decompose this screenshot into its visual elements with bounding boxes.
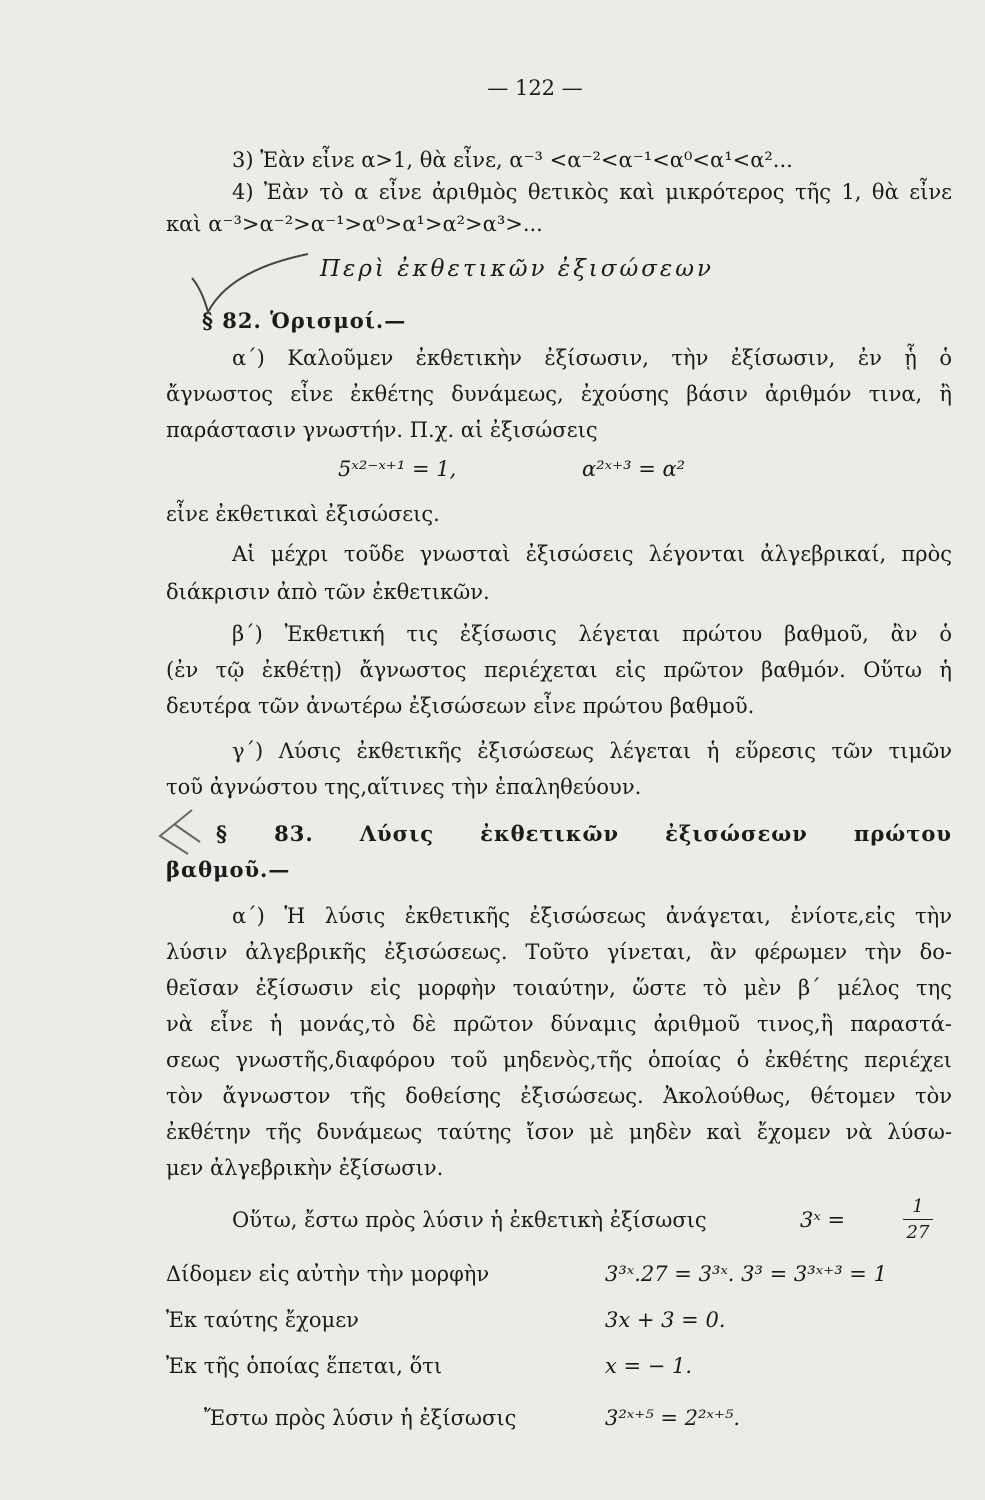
example-row-1-equation: 3ˣ = — [800, 1208, 846, 1232]
example-row-4-text: Ἐκ τῆς ὁποίας ἕπεται, ὅτι — [166, 1354, 443, 1378]
fraction-numerator: 1 — [912, 1196, 924, 1217]
s82-line-b1: β´) Ἐκθετική τις ἐξίσωσις λέγεται πρώτου βαθμοῦ, ἂν ὁ — [232, 622, 952, 646]
fraction-bar — [903, 1219, 933, 1220]
s83-line-6: τὸν ἄγνωστον τῆς δοθείσης ἐξισώσεως. Ἀκολούθως, θέτομεν τὸν — [166, 1084, 952, 1108]
s82-line-g2: τοῦ ἀγνώστου της,αἵτινες τὴν ἐπαληθεύουν. — [166, 775, 642, 799]
section-title: Περὶ ἐκθετικῶν ἐξισώσεων — [320, 256, 714, 282]
s82-line-a1: α´) Καλοῦμεν ἐκθετικὴν ἐξίσωσιν, τὴν ἐξίσωσιν, ἐν ᾗ ὁ — [232, 346, 952, 370]
example-row-2-text: Δίδομεν εἰς αὐτὴν τὴν μορφὴν — [166, 1262, 490, 1286]
s82-line-p2: διάκρισιν ἀπὸ τῶν ἐκθετικῶν. — [166, 580, 490, 604]
intro-line-1: 3) Ἐὰν εἶνε α>1, θὰ εἶνε, α⁻³ <α⁻²<α⁻¹<α⁰<α¹<α²... — [232, 148, 793, 172]
s82-line-g1: γ´) Λύσις ἐκθετικῆς ἐξισώσεως λέγεται ἡ εὕρεσις τῶν τιμῶν — [232, 739, 952, 763]
example-row-3-equation: 3x + 3 = 0. — [605, 1308, 726, 1332]
page-number: — 122 — — [487, 76, 583, 100]
s83-line-7: ἐκθέτην τῆς δυνάμεως ταύτης ἴσον μὲ μηδὲν καὶ ἔχομεν νὰ λύσω- — [166, 1120, 952, 1144]
example-row-2-equation: 3³ˣ.27 = 3³ˣ. 3³ = 3³ˣ⁺³ = 1 — [605, 1262, 887, 1286]
s82-line-a4: εἶνε ἐκθετικαὶ ἐξισώσεις. — [166, 502, 440, 526]
s83-line-1: α´) Ἡ λύσις ἐκθετικῆς ἐξισώσεως ἀνάγεται, ἐνίοτε,εἰς τὴν — [232, 904, 952, 928]
example-fraction — [896, 1196, 940, 1243]
equation-example-2: α²ˣ⁺³ = α² — [582, 457, 686, 481]
s82-line-b2: (ἐν τῷ ἐκθέτῃ) ἄγνωστος περιέχεται εἰς πρῶτον βαθμόν. Οὕτω ἡ — [166, 658, 952, 682]
s82-line-p1: Αἱ μέχρι τοῦδε γνωσταὶ ἐξισώσεις λέγονται ἀλγεβρικαί, πρὸς — [232, 542, 952, 566]
section-83-heading: § 83. Λύσις ἐκθετικῶν ἐξισώσεων πρώτου — [216, 821, 952, 846]
s83-line-8: μεν ἀλγεβρικὴν ἐξίσωσιν. — [166, 1156, 444, 1180]
equation-example-1: 5ˣ²⁻ˣ⁺¹ = 1, — [338, 457, 457, 481]
section-82-heading: § 82. Ὁρισμοί.— — [202, 308, 407, 333]
fraction-denominator: 27 — [906, 1222, 930, 1243]
example-row-1-text: Οὕτω, ἔστω πρὸς λύσιν ἡ ἐκθετικὴ ἐξίσωσις — [232, 1208, 707, 1232]
s83-line-4: νὰ εἶνε ἡ μονάς,τὸ δὲ πρῶτον δύναμις ἀριθμοῦ τινος,ἢ παραστά- — [166, 1012, 952, 1036]
s82-line-b3: δευτέρα τῶν ἀνωτέρω ἐξισώσεων εἶνε πρώτου βαθμοῦ. — [166, 694, 755, 718]
s82-line-a2: ἄγνωστος εἶνε ἐκθέτης δυνάμεως, ἐχούσης βάσιν ἀριθμόν τινα, ἢ — [166, 382, 952, 406]
s83-line-5: σεως γνωστῆς,διαφόρου τοῦ μηδενὸς,τῆς ὁποίας ὁ ἐκθέτης περιέχει — [166, 1048, 952, 1072]
s83-line-2: λύσιν ἀλγεβρικῆς ἐξισώσεως. Τοῦτο γίνεται, ἂν φέρωμεν τὴν δο- — [166, 940, 952, 964]
example-row-5-text: Ἔστω πρὸς λύσιν ἡ ἐξίσωσις — [204, 1406, 517, 1430]
example-row-3-text: Ἐκ ταύτης ἔχομεν — [166, 1308, 359, 1332]
section-83-heading-cont: βαθμοῦ.— — [166, 857, 291, 882]
example-row-4-equation: x = − 1. — [605, 1354, 693, 1378]
example-row-5-equation: 3²ˣ⁺⁵ = 2²ˣ⁺⁵. — [605, 1406, 741, 1430]
intro-line-2: 4) Ἐὰν τὸ α εἶνε ἀριθμὸς θετικὸς καὶ μικρότερος τῆς 1, θὰ εἶνε — [232, 180, 952, 204]
s82-line-a3: παράστασιν γνωστήν. Π.χ. αἱ ἐξισώσεις — [166, 418, 598, 442]
intro-line-3: καὶ α⁻³>α⁻²>α⁻¹>α⁰>α¹>α²>α³>... — [166, 212, 543, 236]
s83-line-3: θεῖσαν ἐξίσωσιν εἰς μορφὴν τοιαύτην, ὥστε τὸ μὲν β´ μέλος της — [166, 976, 952, 1000]
